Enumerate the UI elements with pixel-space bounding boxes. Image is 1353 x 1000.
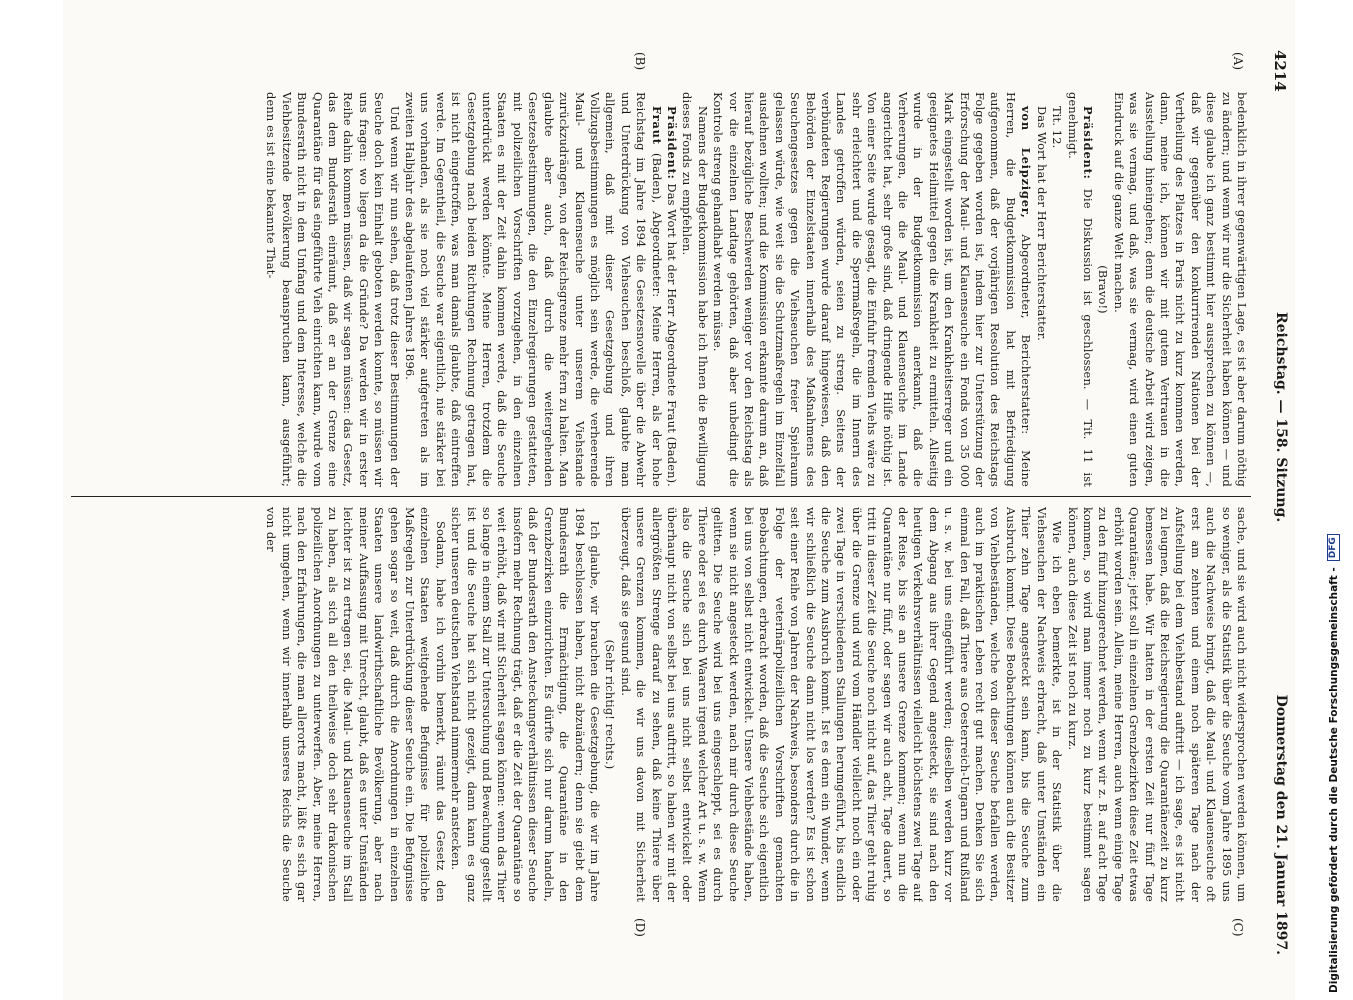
paragraph bbox=[263, 92, 402, 487]
column-divider bbox=[71, 496, 1251, 497]
text-column-left bbox=[71, 92, 1249, 487]
paragraph-text: Wie ich eben bemerkte, ist in der Statistik über die Viehseuchen der Nachweis erbracht, daß unter Umständen ein Thier zehn Tage angesteckt sein kann, bis die Seuche zum Ausbruch kommt. Diese Beobachtungen können auch die Besitzer von Viehbeständen, welche von dieser Seuche befallen werden, auch im praktischen Leben recht gut machen. Denken Sie sich einmal den Fall, daß Thiere aus Oesterreich-Ungarn und Rußland u. s. w. bei uns eingeführt werden; dieselben werden kurz vor dem Abgang aus ihrer Gegend angesteckt, sie sind nach den heutigen Verkehrsverhältnissen vielleicht höchstens zwei Tage auf der Reise, bis sie an unsere Grenze kommen; wenn nun die Quarantäne nur fünf, oder sagen wir auch acht, Tage dauert, so tritt in dieser Zeit die Seuche noch nicht auf, das Thier geht ruhig über die Grenze und wird vom Händler vielleicht noch ein oder zwei Tage in verschiedenen Stallungen herumgeführt, bis endlich die Seuche zum Ausbruch kommt. Ist es denn ein Wunder, wenn wir schließlich die Seuche dann nicht los werden? Es ist schon seit einer Reihe von Jahren der Nachweis, besonders durch die in Folge der veterinärpolizeilichen Vorschriften gemachten Beobachtungen, erbracht worden, daß die Seuche sich eigentlich bei uns von selbst nicht entwickelt. Unsere Viehbestände haben, wenn sie nicht angesteckt werden, nach mir durch diese Seuche gelitten. Die Seuche wird bei uns eingeschleppt, sei es durch Thiere oder sei es durch Waaren irgend welcher Art u. s. w. Wenn also die Seuche sich bei uns nicht selbst entwickelt oder überhaupt nicht von selbst bei uns auftritt, so haben wir mit der allergrößten Strenge darauf zu sehen, daß keine Thiere über unsere Grenzen kommen, die wir uns davon mit Sicherheit überzeugt, daß sie gesund sind. bbox=[618, 507, 1065, 902]
paragraph bbox=[448, 507, 602, 902]
paragraph-text: Die Diskussion ist geschlossen. — Tit. 11 ist genehmigt. bbox=[1065, 92, 1095, 487]
margin-letter-c: (C) bbox=[1231, 918, 1245, 937]
dfg-logo-icon: DFG bbox=[1327, 534, 1340, 561]
paragraph bbox=[402, 92, 664, 487]
paragraph bbox=[1049, 92, 1064, 487]
paragraph bbox=[1033, 92, 1048, 487]
margin-letter-a: (A) bbox=[1231, 52, 1245, 71]
paragraph-text: Abgeordneter, Berichterstatter: Meine Herren, die Budgetkommission hat mit Befriedigung aufgenommen, daß der vorjährigen Resolution des Reichstags Folge gegeben worden ist, indem hier zur Unterstützung der Erforschung der Maul- und Klauenseuche ein Fonds von 35 000 Mark eingestellt worden ist, um den Krankheitserreger und ein geeignetes Heilmittel gegen die Krankheit zu ermitteln. Allseitig wurde in der Budgetkommission anerkannt, daß die Verheerungen, die die Maul- und Klauenseuche im Lande angerichtet hat, sehr große sind, daß dringende Hilfe nöthig ist. Von einer Seite wurde gesagt, die Einfuhr fremden Viehs wäre zu sehr erleichtert und die Sperrmaßregeln, die im Innern des Landes getroffen würden, seien zu streng. Seitens der verbündeten Regierungen wurde darauf hingewiesen, daß den Behörden der Einzelstaaten innerhalb des Maßnahmens des Seuchengesetzes gegen die Viehseuchen freier Spielraum gelassen würde, wie weit sie die Schutzmaßregeln im Einzelfall ausdehnen wollten; und die Kommission erkannte darum an, daß hierauf bezügliche Beschwerden weniger vor den Reichstag als vor die einzelnen Landtage gehörten, daß aber unbedingt die Kontrole streng gehandhabt werden müsse. bbox=[711, 92, 1034, 487]
session-date: Donnerstag den 21. Januar 1897. bbox=[1273, 694, 1289, 955]
stage-direction bbox=[1095, 92, 1110, 487]
paragraph-text: Namens der Budgetkommission habe ich Ihnen die Bewilligung dieses Fonds zu empfehlen. bbox=[680, 92, 710, 487]
paragraph-text: (Sehr richtig! rechts.) bbox=[603, 639, 618, 770]
page-number: 4214 bbox=[1271, 50, 1289, 92]
credit-text: Digitalisierung gefördert durch die Deutsche Forschungsgemeinschaft - bbox=[1327, 567, 1340, 993]
paragraph-text: (Baden), Abgeordneter: Meine Herren, als der hohe Reichstag im Jahre 1894 die Gesetzesnovelle über die Abwehr und Unterdrückung von Viehseuchen beschloß, glaubte man allgemein, daß mit dieser Gesetzgebung und ihren Vollzugsbestimmungen es möglich sein werde, die verheerende Maul- und Klauenseuche unter unserem Viehstande zurückzudrängen, von der Reichsgrenze mehr fern zu halten. Man glaubte aber auch, daß durch die weitergehenden Gesetzesbestimmungen, die den Einzelregierungen gestatteten, mit polizeilichen Vorschriften vorzugehen, in den einzelnen Staaten es mit der Zeit dahin kommen werde, daß die Seuche unterdrückt werden könnte. Meine Herren, trotzdem die Gesetzgebung nach beiden Richtungen Rechnung getragen hat, ist nicht eingetroffen, was man damals glaubte, daß eintreffen werde. Im Gegentheil, die Seuche war eigentlich, nie stärker bei uns vorhanden, als sie noch viel stärker aufgetreten als im zweiten Halbjahr des abgelaufenen Jahres 1896. bbox=[403, 92, 664, 487]
document-page bbox=[63, 0, 1295, 1000]
paragraph-text: Das Wort hat der Herr Berichterstatter. bbox=[1034, 106, 1049, 341]
margin-letter-d: (D) bbox=[633, 918, 647, 937]
paragraph bbox=[710, 92, 1034, 487]
paragraph-text: Ich glaube, wir brauchen die Gesetzgebung, die wir im Jahre 1894 beschlossen haben, nicht abzuändern; denn sie giebt dem Bundesrath die Ermächtigung, die Quarantäne in den Grenzbezirken einzurichten. Es dürfte sich nur darum handeln, daß der Bundesrath den Ansteckungsverhältnissen dieser Seuche insofern mehr Rechnung trägt, daß er die Zeit der Quarantäne so weit erhöht, daß wir mit Sicherheit sagen können: wenn das Thier so lange in einem Stall zur Untersuchung und Bewachung gestellt ist und die Seuche hat sich nicht gezeigt, dann kann es ganz sicher unseren deutschen Viehstand nimmermehr anstecken. bbox=[449, 507, 602, 902]
speaker-name: Präsident: bbox=[1080, 106, 1095, 180]
paragraph bbox=[1064, 507, 1249, 902]
paragraph bbox=[1110, 92, 1249, 487]
paragraph-text: Und wenn wir nun sehen, daß trotz dieser Bestimmungen der Seuche doch kein Einhalt geboten werden konnte, so müssen wir uns fragen: wo liegen da die Gründe? Da werden wir in erster Reihe dahin kommen müssen, daß wir sagen müssen: das Gesetz, das dem Bundesrath einräumt, daß er an der Grenze eine Quarantäne für das eingeführte Vieh einrichten kann, wurde vom Bundesrath nicht in dem Umfang und dem Interesse, welche die Viehbesitzende Bevölkerung beanspruchen kann, ausgeführt; denn es ist eine bekannte That- bbox=[264, 92, 402, 487]
speaker-name: Präsident: bbox=[664, 106, 679, 180]
margin-letter-b: (B) bbox=[633, 52, 647, 71]
paragraph-text: Tit. 12. bbox=[1050, 106, 1065, 149]
speaker-name: von Leipziger, bbox=[1019, 106, 1034, 219]
paragraph bbox=[1064, 92, 1095, 487]
paragraph-text: (Bravo!) bbox=[1096, 265, 1111, 314]
paragraph bbox=[679, 92, 710, 487]
stage-direction bbox=[602, 507, 617, 902]
paragraph-text: bedenklich in ihrer gegenwärtigen Lage, es ist aber darum nöthig zu ändern; und wenn wir nur die Sicherheit haben können — und diese glaube ich ganz bestimmt hier aussprechen zu können —, daß wir gegenüber den konkurrirenden Nationen bei der Vertheilung des Platzes in Paris nicht zu kurz kommen werden, dann, meine ich, können wir mit gutem Vertrauen in die Ausstellung hineingehen; denn die deutsche Arbeit wird zeigen, was sie vermag, und daß, was sie vermag, wird einen guten Eindruck auf die ganze Welt machen. bbox=[1111, 92, 1249, 487]
session-title: Reichstag. — 158. Sitzung. bbox=[1273, 312, 1289, 523]
text-column-right bbox=[71, 507, 1249, 902]
page-header bbox=[1265, 50, 1289, 955]
paragraph-text: sache, und sie wird auch nicht widersprochen werden können, um so weniger, als die Statistik über die Seuche vom Jahre 1895 uns auch die Nachweise bringt, daß die Maul- und Klauenseuche oft erst am zehnten und einem noch späteren Tage nach der Aufstellung bei dem Viehbestand auftritt — ich sage, es ist nicht zu leugnen, daß die Reichsregierung die Quarantänezeit zu kurz bemessen habe. Wir hatten in der ersten Zeit nur fünf Tage Quarantäne; jetzt soll in einzelnen Grenzbezirken diese Zeit etwas erhöht worden sein. Allein, meine Herren, auch wenn einige Tage zu den fünf hinzugerechnet werden, wenn wir z. B. auf acht Tage kommen, so wird man immer noch zu kurz bestimmt sagen können, auch diese Zeit ist noch zu kurz. bbox=[1065, 507, 1249, 902]
paragraph-text: Sodann, habe ich vorhin bemerkt, räumt das Gesetz den einzelnen Staaten weitgehende Befugnisse für polizeiliche Maßregeln zur Unterdrückung dieser Seuche ein. Die Befugnisse gehen sogar so weit, daß durch die Anordnungen in einzelnen Staaten unsere landwirthschaftliche Bevölkerung, aber nach meiner Auffassung mit Unrecht, glaubt, daß es unter Umständen leichter ist zu ertragen sei, die Maul- und Klauenseuche im Stall zu haben, als sich all den theilweise doch sehr drakonischen polizeilichen Anordnungen zu unterwerfen. Aber, meine Herren, nach den Erfahrungen, die man allerorts macht, läßt es sich gar nicht umgehen, wenn wir innerhalb unseres Reichs die Seuche von der bbox=[264, 507, 448, 902]
paragraph bbox=[664, 92, 679, 487]
paragraph-text: Das Wort hat der Herr Abgeordnete Fraut (Baden). bbox=[664, 179, 679, 487]
digitization-credit bbox=[1327, 534, 1340, 993]
paragraph bbox=[263, 507, 448, 902]
speaker-name: Fraut bbox=[649, 106, 664, 145]
paragraph bbox=[617, 507, 1064, 902]
